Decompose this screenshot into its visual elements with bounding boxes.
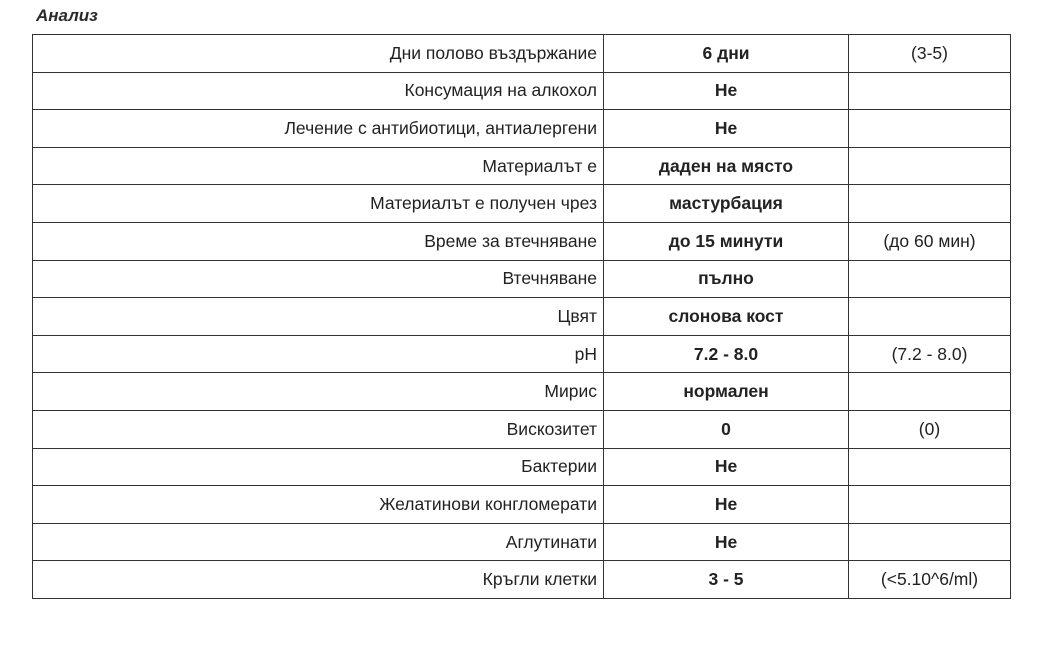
reference-cell: (7.2 - 8.0) bbox=[849, 335, 1011, 373]
parameter-cell: Втечняване bbox=[33, 260, 604, 298]
reference-cell: (0) bbox=[849, 410, 1011, 448]
parameter-cell: Цвят bbox=[33, 298, 604, 336]
reference-cell bbox=[849, 260, 1011, 298]
result-cell: 6 дни bbox=[604, 35, 849, 73]
parameter-cell: Материалът е получен чрез bbox=[33, 185, 604, 223]
parameter-cell: Желатинови конгломерати bbox=[33, 486, 604, 524]
table-row bbox=[33, 222, 1011, 260]
result-cell: Не bbox=[604, 523, 849, 561]
reference-cell bbox=[849, 147, 1011, 185]
result-cell: Не bbox=[604, 448, 849, 486]
table-row bbox=[33, 185, 1011, 223]
parameter-cell: Лечение с антибиотици, антиалергени bbox=[33, 110, 604, 148]
parameter-cell: Консумация на алкохол bbox=[33, 72, 604, 110]
reference-cell bbox=[849, 373, 1011, 411]
section-title: Анализ bbox=[36, 6, 98, 25]
result-cell: Не bbox=[604, 72, 849, 110]
reference-cell bbox=[849, 72, 1011, 110]
parameter-cell: Дни полово въздържание bbox=[33, 35, 604, 73]
analysis-table bbox=[32, 34, 1011, 599]
parameter-cell: Материалът е bbox=[33, 147, 604, 185]
result-cell: мастурбация bbox=[604, 185, 849, 223]
reference-cell: (до 60 мин) bbox=[849, 222, 1011, 260]
reference-cell: (3-5) bbox=[849, 35, 1011, 73]
parameter-cell: Вискозитет bbox=[33, 410, 604, 448]
table-row bbox=[33, 523, 1011, 561]
reference-cell bbox=[849, 298, 1011, 336]
parameter-cell: Време за втечняване bbox=[33, 222, 604, 260]
result-cell: 0 bbox=[604, 410, 849, 448]
reference-cell bbox=[849, 448, 1011, 486]
result-cell: пълно bbox=[604, 260, 849, 298]
table-row bbox=[33, 561, 1011, 599]
table-row bbox=[33, 72, 1011, 110]
result-cell: слонова кост bbox=[604, 298, 849, 336]
parameter-cell: Аглутинати bbox=[33, 523, 604, 561]
table-row bbox=[33, 147, 1011, 185]
table-row bbox=[33, 298, 1011, 336]
result-cell: даден на място bbox=[604, 147, 849, 185]
parameter-cell: pH bbox=[33, 335, 604, 373]
parameter-cell: Кръгли клетки bbox=[33, 561, 604, 599]
table-row bbox=[33, 373, 1011, 411]
table-row bbox=[33, 486, 1011, 524]
reference-cell: (<5.10^6/ml) bbox=[849, 561, 1011, 599]
table-row bbox=[33, 260, 1011, 298]
reference-cell bbox=[849, 185, 1011, 223]
analysis-table-body bbox=[33, 35, 1011, 599]
table-row bbox=[33, 110, 1011, 148]
result-cell: Не bbox=[604, 110, 849, 148]
table-row bbox=[33, 335, 1011, 373]
result-cell: до 15 минути bbox=[604, 222, 849, 260]
parameter-cell: Мирис bbox=[33, 373, 604, 411]
result-cell: 7.2 - 8.0 bbox=[604, 335, 849, 373]
parameter-cell: Бактерии bbox=[33, 448, 604, 486]
reference-cell bbox=[849, 486, 1011, 524]
table-row bbox=[33, 410, 1011, 448]
table-row bbox=[33, 35, 1011, 73]
table-row bbox=[33, 448, 1011, 486]
reference-cell bbox=[849, 110, 1011, 148]
result-cell: нормален bbox=[604, 373, 849, 411]
result-cell: Не bbox=[604, 486, 849, 524]
result-cell: 3 - 5 bbox=[604, 561, 849, 599]
reference-cell bbox=[849, 523, 1011, 561]
